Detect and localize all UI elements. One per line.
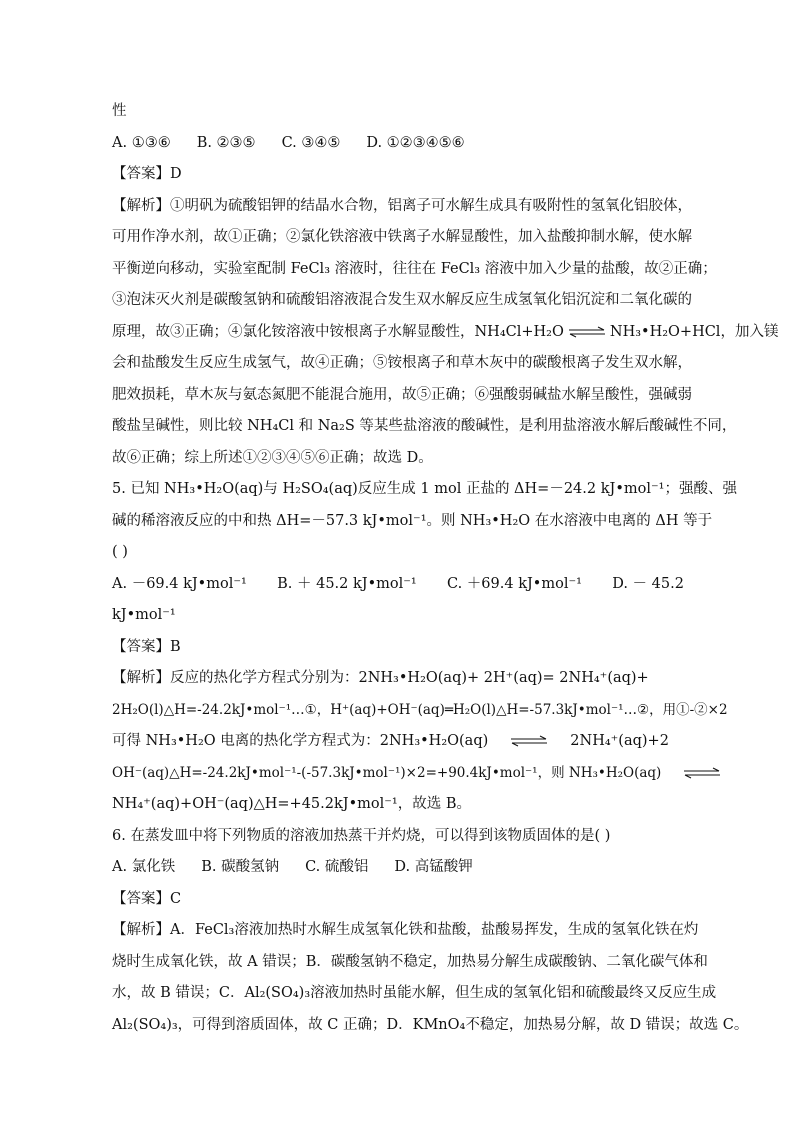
- q5-option-d-unit: kJ•mol⁻¹: [112, 607, 176, 623]
- q5-stem-line: ( ): [112, 544, 128, 560]
- reversible-arrow-icon: [683, 767, 721, 779]
- q6-option-b: B. 碳酸氢钠: [201, 859, 280, 875]
- q4-option-c: C. ③④⑤: [281, 134, 341, 151]
- q6-analysis-line: 烧时生成氧化铁，故 A 错误；B．碳酸氢钠不稳定，加热易分解生成碳酸钠、二氧化碳气体和: [112, 953, 708, 970]
- q5-stem-line: 碱的稀溶液反应的中和热 ΔH=－57.3 kJ•mol⁻¹。则 NH₃•H₂O 在水溶液中电离的 ΔH 等于: [112, 512, 713, 529]
- document-page: [112, 96, 779, 1041]
- q4-analysis-text: NH₃•H₂O+HCl，加入镁: [609, 323, 779, 340]
- q4-analysis-line: 会和盐酸发生反应生成氢气，故④正确；⑤铵根离子和草木灰中的碳酸根离子发生双水解，: [112, 355, 692, 371]
- reversible-arrow-icon: [510, 735, 548, 747]
- q5-option-a: A. －69.4 kJ•mol⁻¹: [112, 575, 247, 592]
- q5-analysis-line: 2H₂O(l)△H=-24.2kJ•mol⁻¹…①，H⁺(aq)+OH⁻(aq)═H₂O(l)△H=-57.3kJ•mol⁻¹…②，用①-②×2: [112, 701, 728, 718]
- q4-analysis-line: 平衡逆向移动，实验室配制 FeCl₃ 溶液时，往往在 FeCl₃ 溶液中加入少量的盐酸，故②正确；: [112, 260, 717, 277]
- q6-answer: 【答案】C: [112, 890, 182, 907]
- q4-analysis-line: 可用作净水剂，故①正确；②氯化铁溶液中铁离子水解显酸性，加入盐酸抑制水解，使水解: [112, 229, 692, 245]
- q4-analysis-line: 【解析】①明矾为硫酸铝钾的结晶水合物，铝离子可水解生成具有吸附性的氢氧化铝胶体，: [112, 197, 692, 214]
- q6-stem: 6. 在蒸发皿中将下列物质的溶液加热蒸干并灼烧，可以得到该物质固体的是( ): [112, 827, 611, 844]
- q5-analysis-text: 2NH₄⁺(aq)+2: [570, 733, 669, 749]
- q6-analysis-line: Al₂(SO₄)₃，可得到溶质固体，故 C 正确；D．KMnO₄不稳定，加热易分解，故 D 错误；故选 C。: [112, 1016, 749, 1033]
- q4-analysis-line: 酸盐呈碱性，则比较 NH₄Cl 和 Na₂S 等某些盐溶液的酸碱性，是利用盐溶液水解后酸碱性不同，: [112, 418, 737, 434]
- q6-options: [112, 852, 684, 884]
- q4-analysis-line: 故⑥正确；综上所述①②③④⑤⑥正确；故选 D。: [112, 449, 433, 466]
- q5-analysis-line: 【解析】反应的热化学方程式分别为：2NH₃•H₂O(aq)+ 2H⁺(aq)= 2NH₄⁺(aq)+: [112, 670, 649, 686]
- q6-analysis-line: 水，故 B 错误；C．Al₂(SO₄)₃溶液加热时虽能水解，但生成的氢氧化铝和硫酸最终又反应生成: [112, 985, 717, 1001]
- q4-option-a: A. ①③⑥: [112, 134, 171, 151]
- q6-analysis-line: 【解析】A．FeCl₃溶液加热时水解生成氢氧化铁和盐酸，盐酸易挥发，生成的氢氧化铁在灼: [112, 922, 699, 938]
- q5-stem-line: 5. 已知 NH₃•H₂O(aq)与 H₂SO₄(aq)反应生成 1 mol 正盐的 ΔH=－24.2 kJ•mol⁻¹；强酸、强: [112, 481, 737, 497]
- q4-option-d: D. ①②③④⑤⑥: [366, 134, 465, 151]
- q5-option-d: D. － 45.2: [612, 575, 684, 592]
- q5-analysis-line: [112, 758, 684, 790]
- q4-stem-tail: 性: [112, 103, 127, 119]
- q5-analysis-line: NH₄⁺(aq)+OH⁻(aq)△H=+45.2kJ•mol⁻¹，故选 B。: [112, 796, 471, 812]
- q4-answer: 【答案】D: [112, 166, 182, 182]
- q4-analysis-line: 肥效损耗，草木灰与氨态氮肥不能混合施用，故⑤正确；⑥强酸弱碱盐水解呈酸性，强碱弱: [112, 386, 692, 403]
- q4-analysis-text: 原理，故③正确；④氯化铵溶液中铵根离子水解显酸性，NH₄Cl+H₂O: [112, 323, 564, 340]
- q5-analysis-line: [112, 726, 684, 758]
- q4-option-b: B. ②③⑤: [196, 134, 256, 151]
- q5-option-c: C. ＋69.4 kJ•mol⁻¹: [447, 575, 582, 592]
- q4-analysis-line: [112, 317, 779, 349]
- q4-options: [112, 128, 684, 160]
- q6-option-d: D. 高锰酸钾: [394, 859, 473, 875]
- q5-option-b: B. ＋ 45.2 kJ•mol⁻¹: [277, 575, 417, 592]
- q5-options: [112, 569, 684, 601]
- q6-option-c: C. 硫酸铝: [305, 859, 369, 875]
- q5-analysis-text: 可得 NH₃•H₂O 电离的热化学方程式为：2NH₃•H₂O(aq): [112, 733, 489, 749]
- q6-option-a: A. 氯化铁: [112, 859, 176, 875]
- q5-answer: 【答案】B: [112, 638, 181, 655]
- reversible-arrow-icon: [568, 326, 606, 338]
- q5-analysis-text: OH⁻(aq)△H=-24.2kJ•mol⁻¹-(-57.3kJ•mol⁻¹)×2=+90.4kJ•mol⁻¹，则 NH₃•H₂O(aq): [112, 764, 662, 781]
- q4-analysis-line: ③泡沫灭火剂是碳酸氢钠和硫酸铝溶液混合发生双水解反应生成氢氧化铝沉淀和二氧化碳的: [112, 292, 692, 308]
